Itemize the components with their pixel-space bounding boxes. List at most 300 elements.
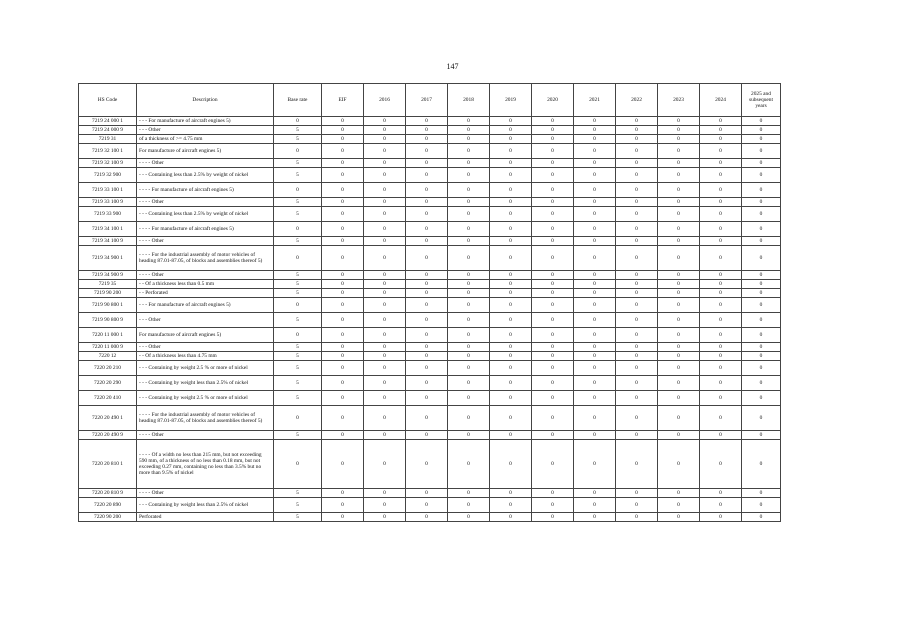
rate-cell: 0 <box>490 489 532 498</box>
rate-cell: 0 <box>448 222 490 237</box>
column-header: Base rate <box>274 84 322 117</box>
rate-cell: 0 <box>574 391 616 406</box>
rate-cell: 0 <box>322 207 364 222</box>
rate-cell: 0 <box>322 222 364 237</box>
rate-cell: 0 <box>700 289 742 298</box>
base-rate-cell: 5 <box>274 135 322 144</box>
rate-cell: 0 <box>406 328 448 343</box>
rate-cell: 0 <box>532 144 574 159</box>
rate-cell: 0 <box>574 126 616 135</box>
rate-cell: 0 <box>574 117 616 126</box>
rate-cell: 0 <box>532 489 574 498</box>
rate-cell: 0 <box>364 391 406 406</box>
rate-cell: 0 <box>700 298 742 313</box>
rate-cell: 0 <box>364 126 406 135</box>
rate-cell: 0 <box>364 289 406 298</box>
rate-cell: 0 <box>616 159 658 168</box>
description-cell: - - - For manufacture of aircraft engines 5) <box>137 298 274 313</box>
description-cell: For manufacture of aircraft engines 5) <box>137 144 274 159</box>
rate-cell: 0 <box>658 144 700 159</box>
rate-cell: 0 <box>742 352 781 361</box>
rate-cell: 0 <box>406 406 448 431</box>
rate-cell: 0 <box>532 513 574 522</box>
rate-cell: 0 <box>406 289 448 298</box>
rate-cell: 0 <box>742 198 781 207</box>
rate-cell: 0 <box>574 207 616 222</box>
rate-cell: 0 <box>448 198 490 207</box>
rate-cell: 0 <box>616 513 658 522</box>
rate-cell: 0 <box>448 280 490 289</box>
rate-cell: 0 <box>574 168 616 183</box>
rate-cell: 0 <box>532 246 574 271</box>
rate-cell: 0 <box>574 406 616 431</box>
rate-cell: 0 <box>742 159 781 168</box>
rate-cell: 0 <box>658 280 700 289</box>
hs-code-cell: 7220 20 410 <box>79 391 137 406</box>
table-row <box>79 271 781 280</box>
rate-cell: 0 <box>742 328 781 343</box>
rate-cell: 0 <box>658 159 700 168</box>
rate-cell: 0 <box>658 352 700 361</box>
rate-cell: 0 <box>658 237 700 246</box>
rate-cell: 0 <box>658 168 700 183</box>
rate-cell: 0 <box>490 440 532 489</box>
rate-cell: 0 <box>490 237 532 246</box>
rate-cell: 0 <box>574 352 616 361</box>
table-row <box>79 313 781 328</box>
description-cell: - - - Containing by weight 2.5 % or more of nickel <box>137 391 274 406</box>
rate-cell: 0 <box>574 298 616 313</box>
rate-cell: 0 <box>574 489 616 498</box>
rate-cell: 0 <box>448 313 490 328</box>
base-rate-cell: 5 <box>274 237 322 246</box>
rate-cell: 0 <box>742 489 781 498</box>
base-rate-cell: 0 <box>274 440 322 489</box>
rate-cell: 0 <box>364 198 406 207</box>
hs-code-cell: 7219 33 100 1 <box>79 183 137 198</box>
rate-cell: 0 <box>616 352 658 361</box>
rate-cell: 0 <box>616 298 658 313</box>
rate-cell: 0 <box>700 498 742 513</box>
hs-code-cell: 7220 20 490 1 <box>79 406 137 431</box>
rate-cell: 0 <box>406 313 448 328</box>
rate-cell: 0 <box>490 207 532 222</box>
column-header: 2023 <box>658 84 700 117</box>
rate-cell: 0 <box>616 328 658 343</box>
rate-cell: 0 <box>322 135 364 144</box>
rate-cell: 0 <box>574 159 616 168</box>
hs-code-cell: 7219 90 800 1 <box>79 298 137 313</box>
rate-cell: 0 <box>742 207 781 222</box>
description-cell: - - - - Of a width no less than 215 mm, but not exceeding 590 mm, of a thickness of no less than 0.18 mm, but not exceeding 0.27 mm, containing no less than 3.5% but no more than 9.5% of nickel <box>137 440 274 489</box>
rate-cell: 0 <box>616 361 658 376</box>
base-rate-cell: 0 <box>274 183 322 198</box>
rate-cell: 0 <box>700 343 742 352</box>
base-rate-cell: 5 <box>274 361 322 376</box>
rate-cell: 0 <box>742 271 781 280</box>
table-row <box>79 207 781 222</box>
hs-code-cell: 7219 32 100 1 <box>79 144 137 159</box>
rate-cell: 0 <box>406 431 448 440</box>
rate-cell: 0 <box>658 313 700 328</box>
rate-cell: 0 <box>658 222 700 237</box>
rate-cell: 0 <box>700 489 742 498</box>
table-body <box>79 117 781 522</box>
rate-cell: 0 <box>322 431 364 440</box>
rate-cell: 0 <box>574 313 616 328</box>
rate-cell: 0 <box>406 489 448 498</box>
rate-cell: 0 <box>574 237 616 246</box>
rate-cell: 0 <box>364 498 406 513</box>
rate-cell: 0 <box>364 135 406 144</box>
rate-cell: 0 <box>574 246 616 271</box>
column-header: 2024 <box>700 84 742 117</box>
rate-cell: 0 <box>532 117 574 126</box>
rate-cell: 0 <box>532 168 574 183</box>
table-row <box>79 513 781 522</box>
description-cell: - - - Containing by weight less than 2.5% of nickel <box>137 376 274 391</box>
description-cell: - - - Containing by weight less than 2.5% of nickel <box>137 498 274 513</box>
rate-cell: 0 <box>700 431 742 440</box>
rate-cell: 0 <box>406 183 448 198</box>
rate-cell: 0 <box>700 246 742 271</box>
rate-cell: 0 <box>742 298 781 313</box>
description-cell: - - - Containing less than 2.5% by weight of nickel <box>137 168 274 183</box>
rate-cell: 0 <box>616 271 658 280</box>
rate-cell: 0 <box>322 126 364 135</box>
rate-cell: 0 <box>658 135 700 144</box>
rate-cell: 0 <box>448 489 490 498</box>
table-row <box>79 343 781 352</box>
rate-cell: 0 <box>574 183 616 198</box>
rate-cell: 0 <box>322 513 364 522</box>
rate-cell: 0 <box>742 246 781 271</box>
base-rate-cell: 5 <box>274 391 322 406</box>
table-row <box>79 246 781 271</box>
rate-cell: 0 <box>490 513 532 522</box>
table-row <box>79 376 781 391</box>
base-rate-cell: 5 <box>274 159 322 168</box>
rate-cell: 0 <box>742 126 781 135</box>
rate-cell: 0 <box>658 489 700 498</box>
rate-cell: 0 <box>364 376 406 391</box>
rate-cell: 0 <box>700 361 742 376</box>
rate-cell: 0 <box>364 237 406 246</box>
rate-cell: 0 <box>322 406 364 431</box>
table-row <box>79 222 781 237</box>
rate-cell: 0 <box>532 237 574 246</box>
table-row <box>79 168 781 183</box>
description-cell: - - - - Other <box>137 198 274 207</box>
rate-cell: 0 <box>490 313 532 328</box>
column-header: 2025 and subsequent years <box>742 84 781 117</box>
rate-cell: 0 <box>406 144 448 159</box>
rate-cell: 0 <box>658 376 700 391</box>
rate-cell: 0 <box>574 289 616 298</box>
description-cell: - - - - For manufacture of aircraft engines 5) <box>137 222 274 237</box>
rate-cell: 0 <box>406 222 448 237</box>
rate-cell: 0 <box>616 183 658 198</box>
rate-cell: 0 <box>700 313 742 328</box>
rate-cell: 0 <box>742 222 781 237</box>
rate-cell: 0 <box>490 406 532 431</box>
rate-cell: 0 <box>742 117 781 126</box>
rate-cell: 0 <box>448 289 490 298</box>
rate-cell: 0 <box>406 198 448 207</box>
rate-cell: 0 <box>490 289 532 298</box>
description-cell: - - - - Other <box>137 431 274 440</box>
rate-cell: 0 <box>574 440 616 489</box>
hs-code-cell: 7220 20 490 9 <box>79 431 137 440</box>
table-row <box>79 289 781 298</box>
hs-code-cell: 7219 34 900 9 <box>79 271 137 280</box>
rate-cell: 0 <box>532 361 574 376</box>
rate-cell: 0 <box>322 361 364 376</box>
table-row <box>79 298 781 313</box>
rate-cell: 0 <box>364 271 406 280</box>
rate-cell: 0 <box>532 289 574 298</box>
rate-cell: 0 <box>658 207 700 222</box>
rate-cell: 0 <box>448 298 490 313</box>
rate-cell: 0 <box>574 271 616 280</box>
hs-code-cell: 7220 11 000 1 <box>79 328 137 343</box>
rate-cell: 0 <box>448 343 490 352</box>
rate-cell: 0 <box>616 198 658 207</box>
rate-cell: 0 <box>700 117 742 126</box>
rate-cell: 0 <box>700 159 742 168</box>
rate-cell: 0 <box>700 135 742 144</box>
rate-cell: 0 <box>532 440 574 489</box>
hs-code-cell: 7220 20 810 1 <box>79 440 137 489</box>
rate-cell: 0 <box>490 328 532 343</box>
hs-code-cell: 7220 11 000 9 <box>79 343 137 352</box>
rate-cell: 0 <box>700 207 742 222</box>
rate-cell: 0 <box>448 237 490 246</box>
description-cell: - - - - For the industrial assembly of motor vehicles of heading 87.01-87.05, of blocks and assemblies thereof 5) <box>137 406 274 431</box>
rate-cell: 0 <box>658 406 700 431</box>
rate-cell: 0 <box>490 246 532 271</box>
table-row <box>79 144 781 159</box>
rate-cell: 0 <box>490 135 532 144</box>
base-rate-cell: 0 <box>274 117 322 126</box>
rate-cell: 0 <box>364 343 406 352</box>
rate-cell: 0 <box>532 271 574 280</box>
rate-cell: 0 <box>448 126 490 135</box>
hs-code-cell: 7219 32 100 9 <box>79 159 137 168</box>
rate-cell: 0 <box>322 498 364 513</box>
rate-cell: 0 <box>658 198 700 207</box>
rate-cell: 0 <box>742 376 781 391</box>
rate-cell: 0 <box>658 298 700 313</box>
rate-cell: 0 <box>448 406 490 431</box>
rate-cell: 0 <box>322 280 364 289</box>
rate-cell: 0 <box>616 222 658 237</box>
rate-cell: 0 <box>364 513 406 522</box>
description-cell: - - - - Other <box>137 489 274 498</box>
rate-cell: 0 <box>448 352 490 361</box>
table-row <box>79 198 781 207</box>
base-rate-cell: 0 <box>274 144 322 159</box>
rate-cell: 0 <box>658 343 700 352</box>
rate-cell: 0 <box>700 391 742 406</box>
rate-cell: 0 <box>658 440 700 489</box>
rate-cell: 0 <box>616 489 658 498</box>
description-cell: - - - Other <box>137 126 274 135</box>
description-cell: - - - Other <box>137 343 274 352</box>
rate-cell: 0 <box>406 298 448 313</box>
description-cell: - - - - Other <box>137 159 274 168</box>
column-header: 2019 <box>490 84 532 117</box>
rate-cell: 0 <box>616 440 658 489</box>
rate-cell: 0 <box>532 135 574 144</box>
base-rate-cell: 5 <box>274 313 322 328</box>
base-rate-cell: 5 <box>274 289 322 298</box>
table-header-row <box>79 84 781 117</box>
description-cell: - - - For manufacture of aircraft engines 5) <box>137 117 274 126</box>
description-cell: For manufacture of aircraft engines 5) <box>137 328 274 343</box>
rate-cell: 0 <box>742 237 781 246</box>
rate-cell: 0 <box>406 440 448 489</box>
rate-cell: 0 <box>658 431 700 440</box>
rate-cell: 0 <box>364 328 406 343</box>
rate-cell: 0 <box>490 376 532 391</box>
description-cell: - - Of a thickness less than 0.5 mm <box>137 280 274 289</box>
rate-cell: 0 <box>490 144 532 159</box>
rate-cell: 0 <box>322 168 364 183</box>
rate-cell: 0 <box>532 406 574 431</box>
tariff-table <box>78 83 781 522</box>
rate-cell: 0 <box>406 280 448 289</box>
table-row <box>79 361 781 376</box>
rate-cell: 0 <box>490 168 532 183</box>
rate-cell: 0 <box>364 168 406 183</box>
hs-code-cell: 7220 20 810 9 <box>79 489 137 498</box>
rate-cell: 0 <box>532 183 574 198</box>
rate-cell: 0 <box>364 406 406 431</box>
rate-cell: 0 <box>490 352 532 361</box>
rate-cell: 0 <box>700 183 742 198</box>
rate-cell: 0 <box>700 328 742 343</box>
rate-cell: 0 <box>490 498 532 513</box>
description-cell: of a thickness of >= 4.75 mm <box>137 135 274 144</box>
base-rate-cell: 5 <box>274 280 322 289</box>
rate-cell: 0 <box>406 391 448 406</box>
description-cell: - - - - For manufacture of aircraft engines 5) <box>137 183 274 198</box>
rate-cell: 0 <box>406 237 448 246</box>
column-header: 2020 <box>532 84 574 117</box>
rate-cell: 0 <box>742 343 781 352</box>
table-row <box>79 431 781 440</box>
rate-cell: 0 <box>574 135 616 144</box>
rate-cell: 0 <box>322 246 364 271</box>
column-header: HS Code <box>79 84 137 117</box>
rate-cell: 0 <box>742 183 781 198</box>
base-rate-cell: 5 <box>274 376 322 391</box>
table-row <box>79 498 781 513</box>
rate-cell: 0 <box>322 159 364 168</box>
rate-cell: 0 <box>490 391 532 406</box>
rate-cell: 0 <box>448 246 490 271</box>
rate-cell: 0 <box>322 376 364 391</box>
rate-cell: 0 <box>448 440 490 489</box>
base-rate-cell: 5 <box>274 271 322 280</box>
description-cell: - - Of a thickness less than 4.75 mm <box>137 352 274 361</box>
table-row <box>79 391 781 406</box>
column-header: 2018 <box>448 84 490 117</box>
base-rate-cell: 5 <box>274 352 322 361</box>
description-cell: - - - - Other <box>137 271 274 280</box>
table-row <box>79 489 781 498</box>
column-header: 2022 <box>616 84 658 117</box>
rate-cell: 0 <box>448 207 490 222</box>
rate-cell: 0 <box>322 352 364 361</box>
rate-cell: 0 <box>406 271 448 280</box>
rate-cell: 0 <box>532 280 574 289</box>
hs-code-cell: 7219 31 <box>79 135 137 144</box>
hs-code-cell: 7219 33 900 <box>79 207 137 222</box>
hs-code-cell: 7219 90 800 9 <box>79 313 137 328</box>
rate-cell: 0 <box>364 246 406 271</box>
rate-cell: 0 <box>742 513 781 522</box>
rate-cell: 0 <box>322 440 364 489</box>
column-header: 2021 <box>574 84 616 117</box>
rate-cell: 0 <box>574 498 616 513</box>
rate-cell: 0 <box>616 126 658 135</box>
rate-cell: 0 <box>742 361 781 376</box>
base-rate-cell: 0 <box>274 246 322 271</box>
rate-cell: 0 <box>616 343 658 352</box>
rate-cell: 0 <box>658 391 700 406</box>
rate-cell: 0 <box>700 144 742 159</box>
base-rate-cell: 5 <box>274 343 322 352</box>
rate-cell: 0 <box>658 126 700 135</box>
rate-cell: 0 <box>616 289 658 298</box>
hs-code-cell: 7220 20 890 <box>79 498 137 513</box>
rate-cell: 0 <box>406 352 448 361</box>
rate-cell: 0 <box>406 361 448 376</box>
hs-code-cell: 7220 12 <box>79 352 137 361</box>
rate-cell: 0 <box>616 313 658 328</box>
table-row <box>79 406 781 431</box>
description-cell: - - - - Other <box>137 237 274 246</box>
rate-cell: 0 <box>742 313 781 328</box>
rate-cell: 0 <box>658 183 700 198</box>
rate-cell: 0 <box>700 198 742 207</box>
rate-cell: 0 <box>364 207 406 222</box>
base-rate-cell: 5 <box>274 126 322 135</box>
rate-cell: 0 <box>448 431 490 440</box>
rate-cell: 0 <box>406 135 448 144</box>
rate-cell: 0 <box>700 440 742 489</box>
column-header: Description <box>137 84 274 117</box>
rate-cell: 0 <box>364 183 406 198</box>
rate-cell: 0 <box>448 328 490 343</box>
table-row <box>79 117 781 126</box>
rate-cell: 0 <box>700 352 742 361</box>
rate-cell: 0 <box>700 271 742 280</box>
rate-cell: 0 <box>322 391 364 406</box>
rate-cell: 0 <box>406 513 448 522</box>
rate-cell: 0 <box>742 391 781 406</box>
rate-cell: 0 <box>322 198 364 207</box>
rate-cell: 0 <box>364 313 406 328</box>
rate-cell: 0 <box>364 144 406 159</box>
rate-cell: 0 <box>658 498 700 513</box>
rate-cell: 0 <box>322 289 364 298</box>
rate-cell: 0 <box>658 289 700 298</box>
hs-code-cell: 7219 24 000 1 <box>79 117 137 126</box>
rate-cell: 0 <box>574 343 616 352</box>
